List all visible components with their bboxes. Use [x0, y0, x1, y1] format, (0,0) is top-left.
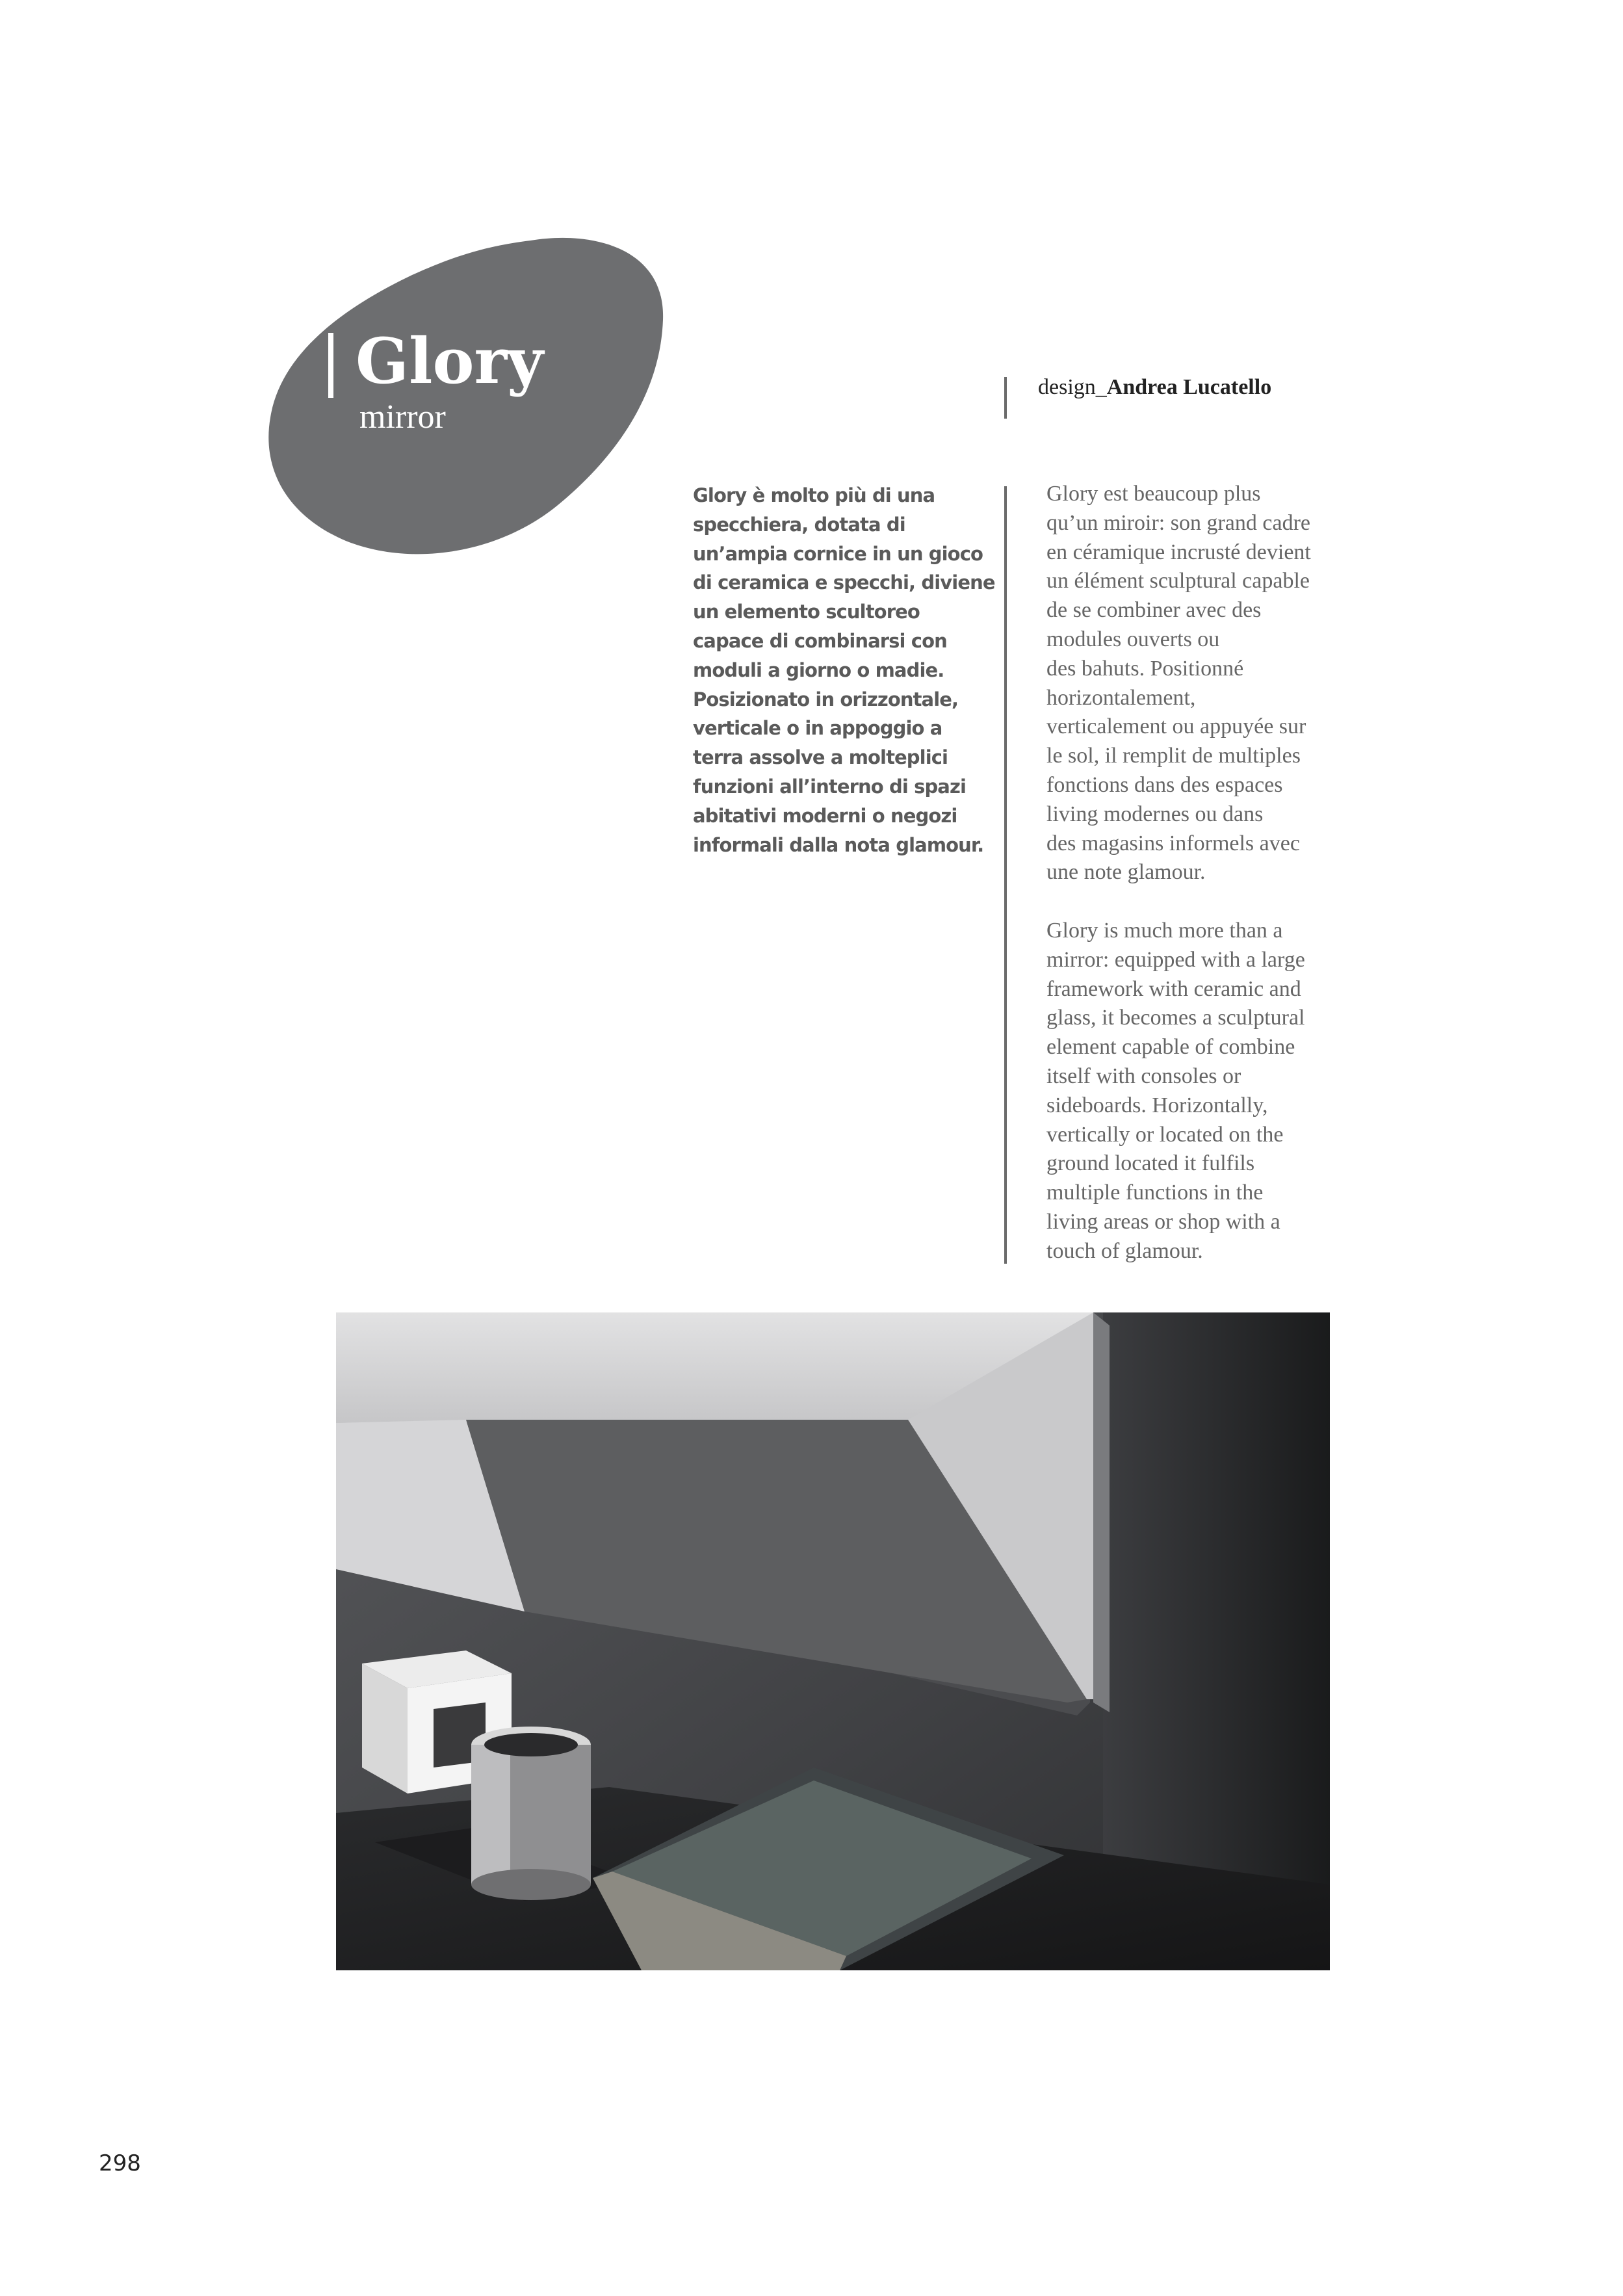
text-line: capace di combinarsi con	[693, 629, 947, 652]
text-line: qu’un miroir: son grand cadre	[1046, 510, 1310, 535]
product-title: Glory	[356, 324, 543, 398]
description-english	[1046, 917, 1352, 1266]
page-number: 298	[99, 2150, 141, 2176]
text-line: le sol, il remplit de multiples	[1046, 744, 1301, 768]
text-line: itself with consoles or	[1046, 1063, 1241, 1088]
design-divider	[1004, 377, 1007, 419]
designer-name: Andrea Lucatello	[1106, 375, 1272, 399]
text-line: abitativi moderni o negozi	[693, 804, 957, 827]
text-line: sideboards. Horizontally,	[1046, 1093, 1268, 1117]
text-line: framework with ceramic and	[1046, 976, 1301, 1001]
text-line: Posizionato in orizzontale,	[693, 688, 959, 711]
text-line: une note glamour.	[1046, 860, 1206, 885]
product-photo	[336, 1312, 1330, 1970]
text-line: element capable of combine	[1046, 1035, 1295, 1060]
text-line: specchiera, dotata di	[693, 513, 905, 536]
text-line: des magasins informels avec	[1046, 831, 1300, 855]
design-prefix: design_	[1038, 375, 1107, 399]
text-line: informali dalla nota glamour.	[693, 833, 984, 856]
text-line: fonctions dans des espaces	[1046, 772, 1283, 797]
text-line: glass, it becomes a sculptural	[1046, 1006, 1305, 1030]
text-line: vertically or located on the	[1046, 1122, 1284, 1147]
text-line: living modernes ou dans	[1046, 802, 1264, 826]
description-french	[1046, 480, 1352, 887]
text-line: verticalement ou appuyée sur	[1046, 714, 1306, 739]
text-line: Glory est beaucoup plus	[1046, 482, 1261, 506]
text-line: modules ouverts ou	[1046, 627, 1220, 651]
text-line: un elemento scultoreo	[693, 601, 920, 623]
text-line: moduli a giorno o madie.	[693, 659, 944, 681]
product-subtitle: mirror	[359, 398, 446, 436]
text-line: de se combiner avec des	[1046, 598, 1262, 623]
text-line: verticale o in appoggio a	[693, 717, 942, 740]
text-line: funzioni all’interno di spazi	[693, 775, 966, 798]
text-line: Glory is much more than a	[1046, 919, 1283, 943]
text-line: terra assolve a molteplici	[693, 746, 948, 769]
title-bar-divider	[328, 333, 333, 398]
text-line: di ceramica e specchi, diviene	[693, 571, 995, 594]
designer-credit	[1038, 374, 1271, 400]
text-line: touch of glamour.	[1046, 1238, 1203, 1263]
text-line: mirror: equipped with a large	[1046, 947, 1305, 972]
text-line: Glory è molto più di una	[693, 484, 935, 506]
text-line: ground located it fulfils	[1046, 1151, 1255, 1176]
text-line: des bahuts. Positionné	[1046, 656, 1244, 681]
text-line: horizontalement,	[1046, 685, 1196, 710]
column-divider	[1004, 486, 1007, 1264]
text-line: un’ampia cornice in un gioco	[693, 542, 983, 565]
text-line: en céramique incrusté devient	[1046, 540, 1311, 564]
text-line: multiple functions in the	[1046, 1181, 1264, 1205]
text-line: living areas or shop with a	[1046, 1209, 1280, 1234]
text-line: un élément sculptural capable	[1046, 569, 1310, 594]
description-italian	[693, 481, 998, 859]
